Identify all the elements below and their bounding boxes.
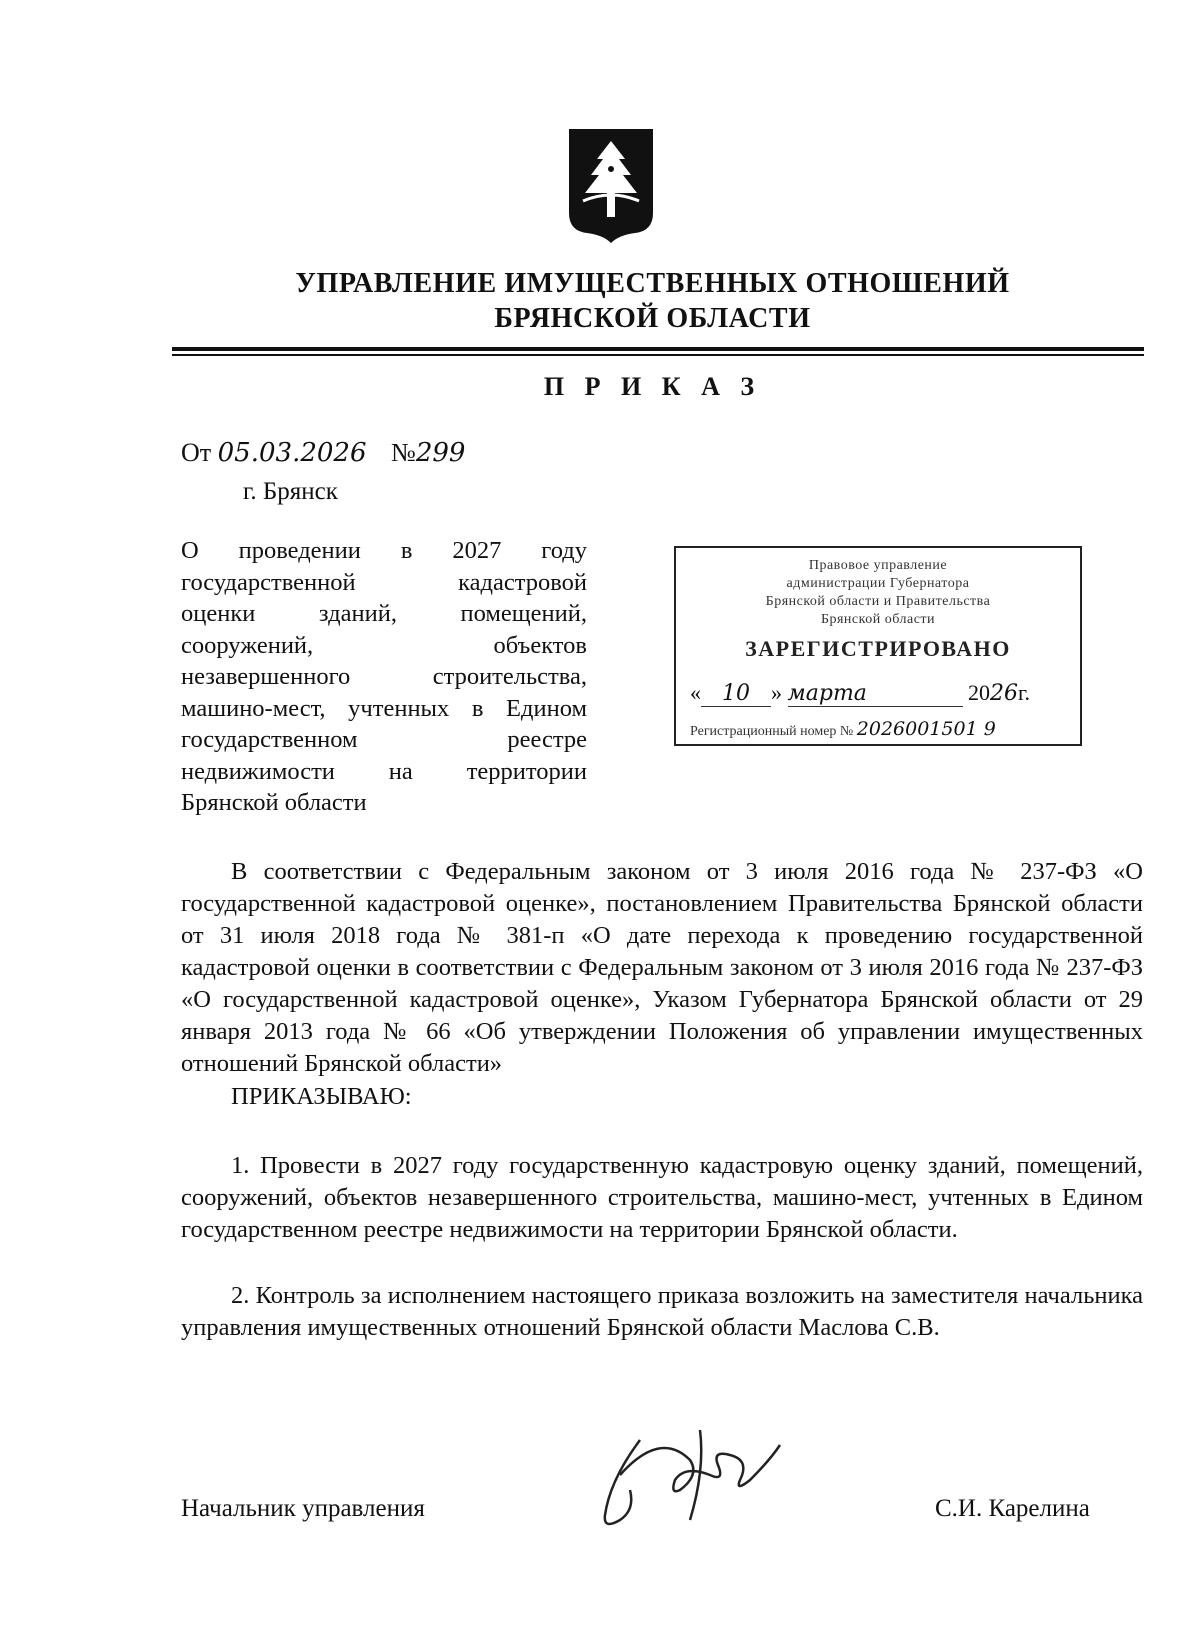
signatory-position: Начальник управления [181, 1495, 425, 1522]
stamp-date-year: 26 [990, 681, 1018, 706]
stamp-line: Брянской области и Правительства [765, 594, 991, 609]
preamble-paragraph: В соответствии с Федеральным законом от 3 июля 2016 года № 237-ФЗ «О государственной кадастровой оценке», постановлением Правительства Брянской области от 31 июля 2018 года № 381-п «О дате перехода к проведению государственной кадастровой оценки в соответствии с Федеральным законом от 3 июля 2016 года № 237-ФЗ «О государственной кадастровой оценке», Указом Губернатора Брянской области от 29 января 2013 года № 66 «Об утверждении Положения об управлении имущественных отношений Брянской области» [181, 858, 1143, 1077]
stamp-date-day: 10 [701, 681, 771, 707]
order-date-number [181, 438, 465, 468]
stamp-reg-label: Регистрационный номер № [690, 724, 854, 739]
document-type-title: П Р И К А З [543, 372, 762, 401]
subject-line: Брянской области [181, 789, 367, 816]
organization-name-line1: УПРАВЛЕНИЕ ИМУЩЕСТВЕННЫХ ОТНОШЕНИЙ [295, 268, 1010, 299]
stamp-line: Брянской области [820, 612, 936, 627]
number-label: № [391, 438, 416, 467]
stamp-title: ЗАРЕГИСТРИРОВАНО [745, 636, 1011, 661]
subject-line: недвижимости на территории [181, 757, 587, 785]
stamp-line: администрации Губернатора [786, 576, 970, 591]
signatory-name: С.И. Карелина [935, 1495, 1090, 1522]
stamp-reg-number: 2026001501 9 [856, 718, 996, 740]
stamp-line: Правовое управление [808, 558, 948, 573]
subject-line: государственном реестре [181, 726, 587, 753]
subject-line: государственной кадастровой [181, 568, 587, 596]
stamp-date: « 10 » марта 2026г. [690, 680, 1031, 706]
order-date: 05.03.2026 [217, 438, 367, 468]
stamp-registration [690, 718, 996, 740]
subject-line: оценки зданий, помещений, [181, 600, 587, 627]
subject-line: незавершенного строительства, [181, 663, 587, 690]
from-label: От [181, 438, 212, 467]
order-item-1: 1. Провести в 2027 году государственную кадастровую оценку зданий, помещений, сооружений, объектов незавершенного строительства, машино-мест, учтенных в Едином государственном реестре недвижимости на территории Брянской области. [181, 1152, 1143, 1243]
stamp-date-month: марта [788, 681, 963, 707]
organization-name-line2: БРЯНСКОЙ ОБЛАСТИ [494, 303, 811, 334]
header-rule-thick [172, 347, 1144, 351]
registration-stamp [674, 546, 1082, 746]
order-number: 299 [415, 438, 466, 468]
order-word: ПРИКАЗЫВАЮ: [231, 1083, 412, 1110]
order-item-2: 2. Контроль за исполнением настоящего приказа возложить на заместителя начальника управления имущественных отношений Брянской области Маслова С.В. [181, 1282, 1143, 1341]
handwritten-signature [600, 1420, 785, 1535]
header-rule-thin [172, 354, 1144, 356]
subject-line: сооружений, объектов [181, 631, 587, 659]
order-subject [181, 535, 587, 819]
subject-line: О проведении в 2027 году [181, 537, 587, 564]
city: г. Брянск [243, 478, 338, 505]
subject-line: машино-мест, учтенных в Едином [181, 694, 587, 722]
coat-of-arms-emblem [565, 125, 657, 245]
